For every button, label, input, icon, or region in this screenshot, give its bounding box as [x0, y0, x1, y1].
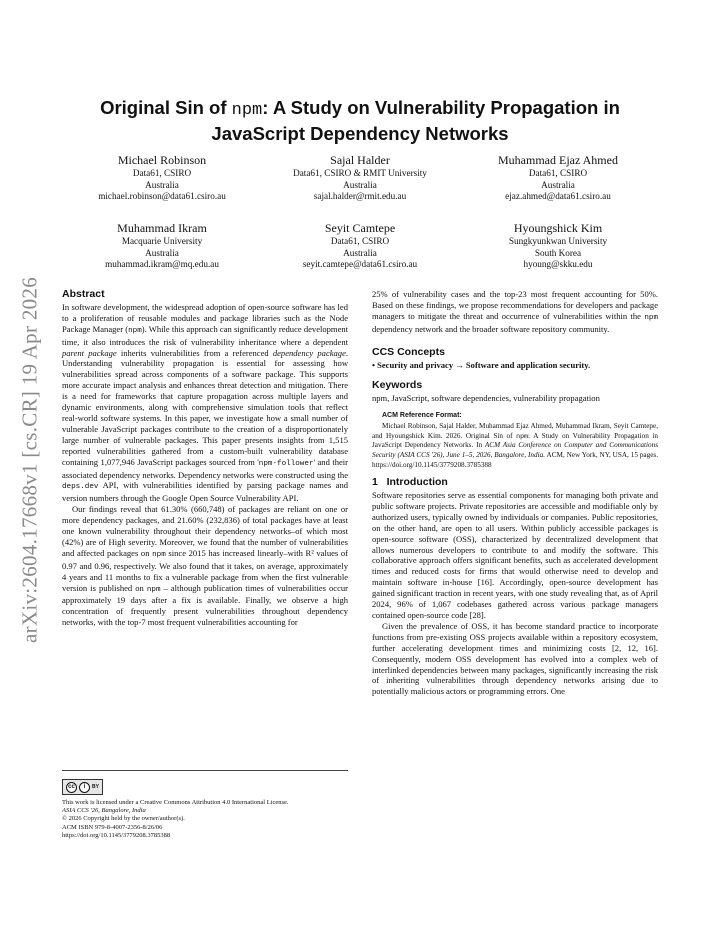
creative-commons-icon: cc	[66, 782, 77, 793]
author-email: ejaz.ahmed@data61.csiro.au	[505, 191, 611, 202]
author-affiliation: Data61, CSIRO	[132, 168, 192, 178]
arxiv-identifier: arXiv:2604.17668v1 [cs.CR] 19 Apr 2026	[17, 276, 42, 644]
cc-by-badge[interactable]	[62, 779, 103, 795]
attribution-person-icon: i	[79, 782, 90, 793]
author-name: Sajal Halder	[330, 153, 390, 167]
author-name: Michael Robinson	[117, 153, 207, 167]
isbn: ACM ISBN 979-8-4007-2356-8/26/06	[62, 823, 163, 831]
author-name: Hyoungshick Kim	[513, 221, 603, 235]
introduction-paragraph-1: Software repositories serve as essential components for managing both private and public software projects. Private repositories are accessible and modifiable only by authorized users, typically owned by individuals or companies. Public repositories, on the other hand, are open to all users. Within publicly accessible packages is open-source software (OSS), characterized by decentralized development that allows numerous developers to contribute to and modify the software. This collaborative approach offers significant benefits, such as accelerated development times and reduced costs for firms that would otherwise need to develop and maintain software in-house [16]. Accordingly, open-source development has gained significant traction in recent years, with one study revealing that, as of April 2024, 96% of 1,067 codebases gathered across various package managers contained open-source code [28].	[372, 490, 658, 620]
abstract-paragraph-1: In software development, the widespread adoption of open-source software has led to a proliferation of reusable modules and package libraries such as the Node Package Manager (npm). While this approach can significantly reduce development time, it also introduces the risk of vulnerability inheritance where a dependent parent package inherits vulnerabilities from a referenced dependency package. Understanding vulnerability propagation is essential for assessing how vulnerabilities spread across components of a software package. This supports more accurate impact analysis and enhances threat detection and mitigation. There is a need for frameworks that capture propagation across multiple layers and dynamic environments, along with comprehensive simulation tools that reflect real-world software systems. In this paper, we investigate how a small number of vulnerable JavaScript packages contribute to the creation of a disproportionately large number of vulnerable packages. This paper presents insights from 1,515 reported vulnerabilities gathered from a custom-built vulnerability database containing 1,077,946 JavaScript packages sourced from 'npm-follower' and their associated dependency networks. Dependency networks were constructed using the deps.dev API, with vulnerabilities identified by parsing package names and version numbers through the Google Open Source Vulnerability API.	[62, 301, 349, 504]
introduction-paragraph-2: Given the prevalence of OSS, it has become standard practice to incorporate functions from pre-existing OSS projects available within a repository ecosystem, further accelerating development times and minimizing costs [2, 12, 16]. Consequently, modern OSS development has evolved into a complex web of interlinked dependencies between many packages, significantly increasing the risk of inheriting vulnerabilities through dependency networks arising due to potentially malicious actors or programming errors. One	[372, 620, 658, 697]
author-country: Australia	[145, 247, 179, 258]
author-email: michael.robinson@data61.csiro.au	[98, 191, 226, 202]
keywords-section	[372, 380, 658, 404]
author-email: muhammad.ikram@mq.edu.au	[105, 259, 219, 270]
author-affiliation: Sungkyunkwan University	[508, 236, 608, 246]
author-block	[62, 153, 262, 203]
author-block	[260, 221, 460, 271]
cc-by-label: BY	[92, 784, 99, 790]
abstract-continuation: 25% of vulnerability cases and the top-23 most frequent accounting for 50%. Based on these findings, we propose recommendations for developers and package managers to mitigate the threat and occurrence of vulnerabilities within the npm dependency network and the broader software repository community.	[372, 289, 658, 334]
author-affiliation: Data61, CSIRO	[330, 236, 390, 246]
ccs-text: • Security and privacy → Software and application security.	[372, 359, 591, 370]
left-column	[62, 289, 348, 628]
keywords-heading: Keywords	[372, 379, 423, 392]
conference-venue: ASIA CCS '26, Bangalore, India	[62, 807, 146, 815]
author-name: Seyit Camtepe	[324, 221, 396, 235]
author-country: Australia	[145, 179, 179, 190]
introduction-section	[372, 477, 658, 697]
copyright-notice: © 2026 Copyright held by the owner/author(s).	[62, 815, 185, 823]
author-country: South Korea	[534, 247, 582, 258]
author-country: Australia	[343, 247, 377, 258]
author-affiliation: Data61, CSIRO	[528, 168, 588, 178]
author-name: Muhammad Ikram	[117, 221, 207, 235]
doi-link[interactable]: https://doi.org/10.1145/3779208.3785388	[62, 831, 171, 839]
author-block	[458, 153, 658, 203]
license-footer	[62, 770, 348, 840]
author-block	[458, 221, 658, 271]
ccs-concepts-section	[372, 347, 658, 371]
right-column	[372, 289, 658, 697]
acm-reference-heading: ACM Reference Format:	[382, 412, 462, 420]
author-block	[260, 153, 460, 203]
author-name: Muhammad Ejaz Ahmed	[498, 153, 618, 167]
author-affiliation: Data61, CSIRO & RMIT University	[293, 168, 427, 178]
arxiv-sidebar-stamp	[8, 260, 52, 660]
paper-title: Original Sin of npm: A Study on Vulnerability Propagation in JavaScript Dependency Networks	[100, 97, 620, 144]
author-affiliation: Macquarie University	[121, 236, 203, 246]
author-email: hyoung@skku.edu	[523, 259, 593, 270]
keywords-text: npm, JavaScript, software dependencies, vulnerability propagation	[372, 393, 600, 404]
introduction-heading: 1 Introduction	[372, 476, 448, 489]
abstract-heading: Abstract	[62, 288, 105, 300]
author-email: seyit.camtepe@data61.csiro.au	[302, 259, 418, 270]
author-country: Australia	[343, 179, 377, 190]
author-block	[62, 221, 262, 271]
ccs-heading: CCS Concepts	[372, 345, 445, 358]
acm-reference-section	[372, 411, 658, 470]
author-email: sajal.halder@rmit.edu.au	[313, 191, 407, 202]
abstract-paragraph-2: Our findings reveal that 61.30% (660,748) of packages are reliant on one or more dependency packages, and 21.60% (232,836) of total packages have at least one known vulnerability throughout their dependency networks–of which most (42%) are of High severity. Moreover, we found that the number of vulnerabilities and affected packages on npm since 2015 has increased linearly–with R² values of 0.97 and 0.96, respectively. We also found that it takes, on average, approximately 4 years and 11 months to fix a vulnerable package from when the first vulnerable version is published on npm – although publication times of vulnerabilities occur approximately 19 days after a fix is available. Finally, we observe a high concentration of frequently present vulnerabilities throughout dependency networks, with the top-7 most frequent vulnerabilities accounting for	[62, 504, 348, 628]
license-statement: This work is licensed under a Creative Commons Attribution 4.0 International License.	[62, 799, 289, 806]
author-country: Australia	[541, 179, 575, 190]
acm-reference-text: Michael Robinson, Sajal Halder, Muhammad Ejaz Ahmed, Muhammad Ikram, Seyit Camtepe, and Hyoungshick Kim. 2026. Original Sin of npm: A Study on Vulnerability Propagation in JavaScript Dependency Networks. In ACM Asia Conference on Computer and Communications Security (ASIA CCS '26), June 1–5, 2026, Bangalore, India. ACM, New York, NY, USA, 15 pages. https://doi.org/10.1145/3779208.3785388	[372, 422, 658, 469]
